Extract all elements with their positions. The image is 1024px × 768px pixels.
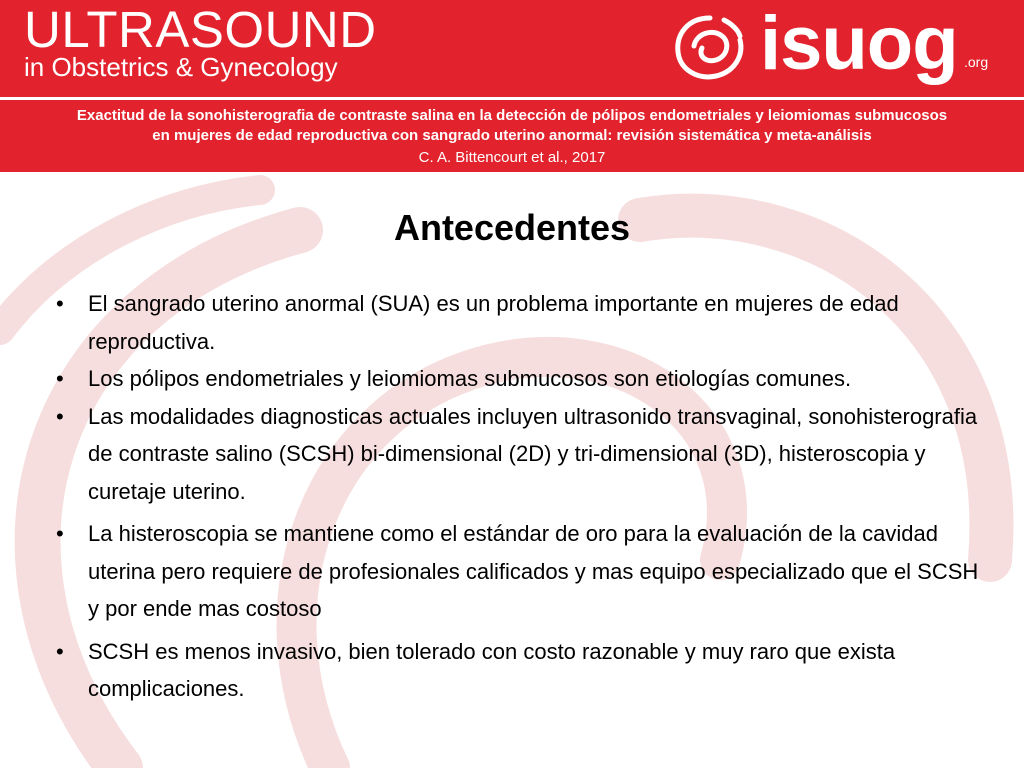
journal-subtitle: in Obstetrics & Gynecology	[24, 52, 338, 82]
article-author: C. A. Bittencourt et al., 2017	[418, 149, 606, 166]
bullet-text: El sangrado uterino anormal (SUA) es un problema importante en mujeres de edad reproductiva.	[88, 291, 899, 354]
isuog-fetus-logo-icon	[668, 6, 752, 90]
bullet-text: Los pólipos endometriales y leiomiomas submucosos son etiologías comunes.	[88, 366, 852, 391]
logo-suffix: .org	[964, 54, 989, 70]
article-title-line-2: en mujeres de edad reproductiva con sangrado uterino anormal: revisión sistemática y meta-análisis	[152, 127, 872, 144]
bullet-item	[56, 633, 986, 708]
slide-title: Antecedentes	[393, 207, 631, 248]
header-band	[0, 0, 1024, 172]
bullet-marker: •	[56, 638, 64, 664]
bullet-marker: •	[56, 403, 64, 429]
bullet-item	[56, 515, 986, 628]
logo-wordmark: isuog	[760, 1, 958, 86]
bullet-text: La histeroscopia se mantiene como el estándar de oro para la evaluación de la cavidad uterina pero requiere de profesionales calificados y mas equipo especializado que el SCSH y por ende mas costoso	[88, 521, 979, 621]
bullet-marker: •	[56, 521, 64, 546]
article-title	[0, 106, 1024, 146]
header-divider	[0, 97, 1024, 100]
bullet-list	[56, 285, 986, 708]
isuog-logo[interactable]	[668, 1, 1008, 90]
bullet-marker: •	[56, 291, 64, 316]
bullet-text: Las modalidades diagnosticas actuales incluyen ultrasonido transvaginal, sonohisterografia de contraste salino (SCSH) bi-dimensional (2D) y tri-dimensional (3D), histeroscopia y curetaje uterino.	[88, 403, 978, 504]
bullet-marker: •	[56, 366, 64, 391]
article-title-line-1: Exactitud de la sonohisterografia de contraste salina en la detección de pólipos endometriales y leiomiomas submucosos	[76, 107, 948, 124]
bullet-item	[56, 398, 986, 511]
bullet-item	[56, 360, 986, 398]
bullet-text: SCSH es menos invasivo, bien tolerado con costo razonable y muy raro que exista complicaciones.	[88, 638, 896, 701]
journal-title: ULTRASOUND	[24, 1, 377, 58]
bullet-item	[56, 285, 986, 360]
